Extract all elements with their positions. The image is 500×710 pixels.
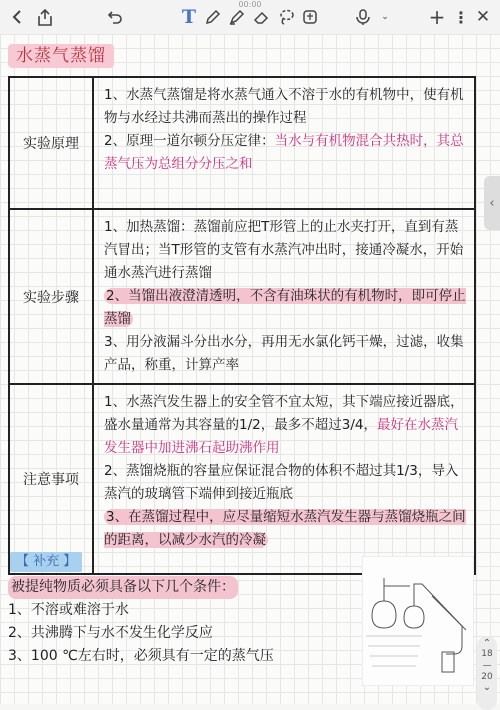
title-highlight [8,44,114,68]
row-line: 1、水蒸汽发生器上的安全管不宜太短，其下端应接近器底，盛水量通常为其容量的1/2，最多不超过3/4，最好在水蒸汽发生器中加进沸石起助沸作用 [104,394,464,456]
supplement-tag: 【 补充 】 [10,552,82,572]
more-icon[interactable]: ⋮ [453,7,469,27]
note-page[interactable] [0,34,500,704]
toolbar [0,0,500,35]
microphone-icon[interactable] [354,6,372,28]
row-line: 2、蒸馏烧瓶的容量应保证混合物的体积不超过其1/3，导入蒸汽的玻璃管下端伸到接近瓶底 [104,463,459,502]
highlighter-icon[interactable] [228,6,246,28]
chevron-down-icon[interactable]: ⌄ [381,12,389,22]
table-row [10,210,474,385]
distillation-apparatus-image [362,556,474,686]
supplement-line: 1、不溶或难溶于水 [8,602,129,618]
supplement-line: 3、100 ℃左右时，必须具有一定的蒸气压 [8,648,274,664]
page-title: 水蒸气蒸馏 [16,46,106,66]
chevron-left-icon: ‹ [489,195,495,211]
table-row [10,78,474,210]
current-page: 18 [481,649,493,659]
sidebar-toggle-tab[interactable] [484,176,500,230]
row-line: 1、水蒸气蒸馏是将水蒸气通入不溶于水的有机物中，使有机物与水经过共沸而蒸出的操作过程 [104,87,464,126]
row-content [94,210,474,383]
time-label: 00:00 [238,0,262,9]
chevron-down-icon: ⌄ [482,682,492,693]
row-line: 3、在蒸馏过程中，应尽量缩短水蒸汽发生器与蒸馏烧瓶之间的距离，以减少水汽的冷凝 [104,509,466,548]
page-indicator[interactable] [477,636,497,710]
add-icon[interactable]: + [428,5,446,29]
row-content [94,385,474,573]
share-icon[interactable] [36,6,54,28]
row-line: 2、当馏出液澄清透明，不含有油珠状的有机物时，即可停止蒸馏 [104,288,466,327]
eraser-icon[interactable] [252,6,270,28]
pen-icon[interactable] [204,6,222,28]
row-line: 2、原理一道尔顿分压定律：当水与有机物混合共热时，其总蒸气压为总组分分压之和 [104,133,464,172]
row-content [94,78,474,208]
row-label: 实验步骤 [10,210,94,383]
stamp-icon[interactable] [301,6,319,28]
undo-icon[interactable] [106,6,124,28]
supplement-line: 2、共沸腾下与水不发生化学反应 [8,625,213,641]
supplement-line: 被提纯物质必须具备以下几个条件： [8,576,358,599]
close-icon[interactable]: ✕ [475,7,491,27]
row-label: 注意事项 [10,385,94,573]
chevron-left-icon[interactable] [8,6,26,28]
notes-table [8,76,476,575]
row-line: 1、加热蒸馏：蒸馏前应把T形管上的止水夹打开，直到有蒸汽冒出；当T形管的支管有水蒸汽冲出时，接通冷凝水，开始通水蒸汽进行蒸馏 [104,219,464,281]
supplement-list [8,576,358,668]
chevron-up-icon: ⌃ [482,638,492,649]
lasso-icon[interactable] [277,6,295,28]
row-line: 3、用分液漏斗分出水分，再用无水氯化钙干燥，过滤，收集产品，称重，计算产率 [104,334,464,373]
row-label: 实验原理 [10,78,94,208]
total-pages: 20 [481,672,493,682]
text-icon[interactable]: T [181,6,197,28]
table-row [10,385,474,573]
